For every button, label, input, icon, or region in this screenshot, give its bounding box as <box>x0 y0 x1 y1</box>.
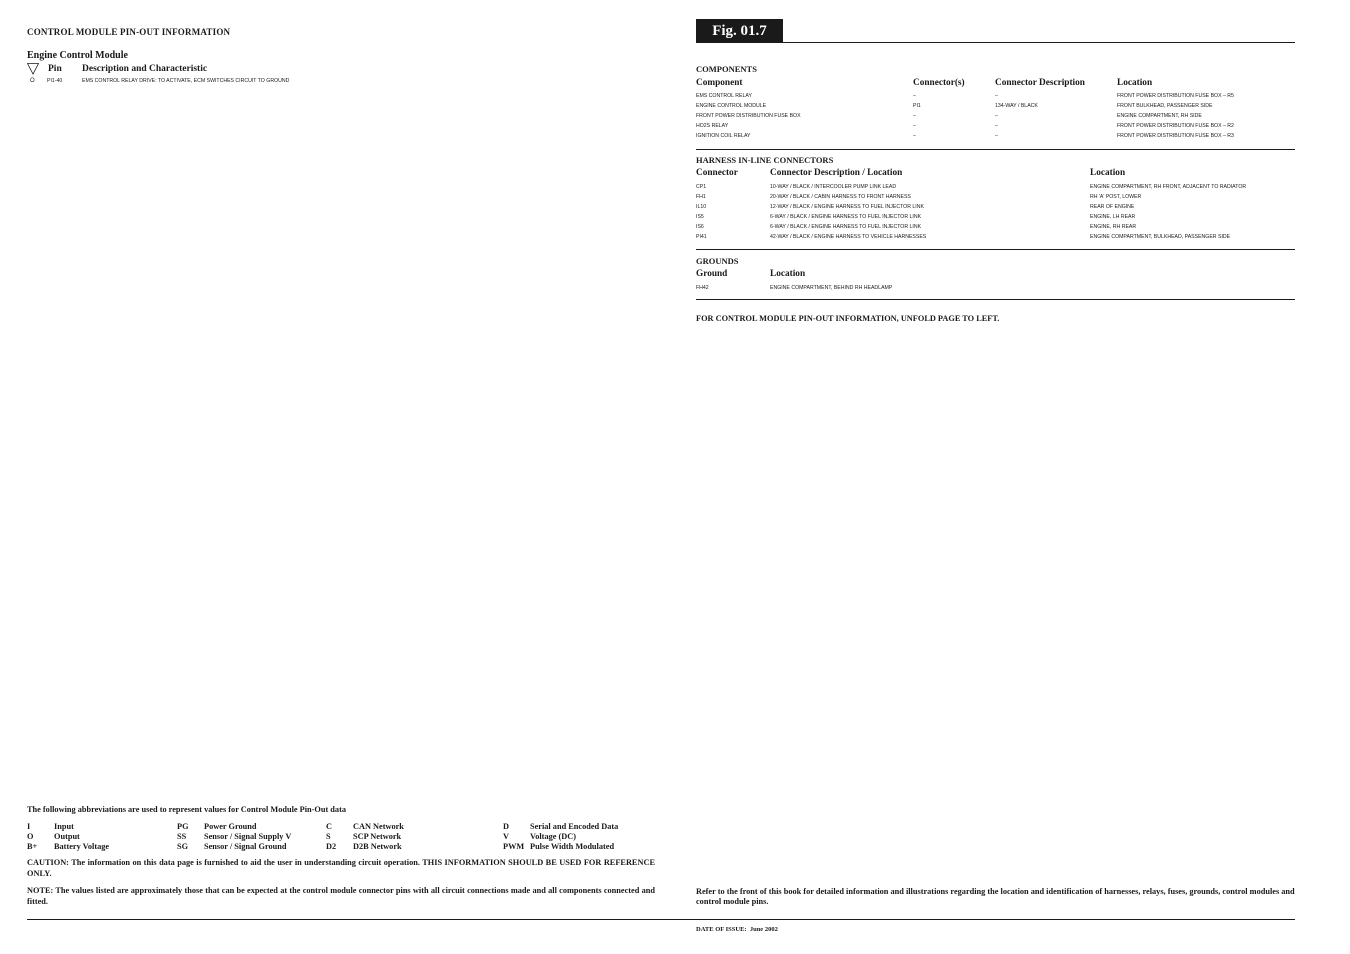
abbreviation-meaning: Power Ground <box>204 822 257 831</box>
abbreviation-code: I <box>27 822 31 831</box>
harness-description: 6-WAY / BLACK / ENGINE HARNESS TO FUEL INJECTOR LINK <box>770 214 922 221</box>
abbreviations-table <box>27 822 667 854</box>
connector-description-column-header: Connector Description <box>995 78 1085 88</box>
abbreviations-column <box>177 822 292 852</box>
component-connector-description: – <box>995 133 998 140</box>
table-row <box>696 131 1296 141</box>
component-location: FRONT POWER DISTRIBUTION FUSE BOX – R3 <box>1117 133 1234 140</box>
section-divider <box>696 249 1295 250</box>
ground-location-column-header: Location <box>770 269 806 279</box>
harness-location-column-header: Location <box>1090 168 1126 178</box>
grounds-table <box>696 283 1296 293</box>
component-connector-description: – <box>995 93 998 99</box>
abbreviation-code: D2 <box>326 842 337 851</box>
harness-connector: CP1 <box>696 184 707 190</box>
module-title: Engine Control Module <box>27 50 128 61</box>
abbreviation-code: C <box>326 822 332 831</box>
harness-connector: IS5 <box>696 214 704 221</box>
grounds-title: GROUNDS <box>696 256 739 266</box>
harness-connector: IL10 <box>696 204 707 211</box>
pin-description: EMS CONTROL RELAY DRIVE: TO ACTIVATE, ECM SWITCHES CIRCUIT TO GROUND <box>82 78 290 84</box>
component-name: ENGINE CONTROL MODULE <box>696 103 767 110</box>
table-row <box>696 232 1296 242</box>
abbreviation-meaning: Battery Voltage <box>54 842 110 851</box>
abbreviation-item <box>177 842 287 852</box>
abbreviation-item <box>326 822 404 832</box>
abbreviation-item <box>503 842 615 852</box>
component-name: FRONT POWER DISTRIBUTION FUSE BOX <box>696 113 801 120</box>
ground-id: FH42 <box>696 285 709 291</box>
connector-column-header: Connector <box>696 168 738 178</box>
refer-note: Refer to the front of this book for detailed information and illustrations regarding the location and identification of harnesses, relays, fuses, grounds, control modules and control module pins. <box>696 887 1295 906</box>
component-name: HO2S RELAY <box>696 123 729 130</box>
pin-row <box>27 77 647 87</box>
component-connectors: – <box>913 113 916 120</box>
harness-connector: PI41 <box>696 234 707 241</box>
ground-location: ENGINE COMPARTMENT, BEHIND RH HEADLAMP <box>770 285 893 291</box>
harness-description: 12-WAY / BLACK / ENGINE HARNESS TO FUEL INJECTOR LINK <box>770 204 924 211</box>
harness-description: 10-WAY / BLACK / INTERCOOLER PUMP LINK LEAD <box>770 184 897 190</box>
abbreviation-item <box>27 842 110 852</box>
abbreviation-code: PWM <box>503 842 525 851</box>
section-divider <box>696 149 1295 150</box>
table-row <box>696 101 1296 111</box>
harness-location: ENGINE, RH REAR <box>1090 224 1137 231</box>
harness-description: 42-WAY / BLACK / ENGINE HARNESS TO VEHICLE HARNESSES <box>770 234 927 241</box>
note-text: NOTE: The values listed are approximately those that can be expected at the control module connector pins with all circuit connections made and all components connected and fitted. <box>27 886 655 906</box>
abbreviation-code: O <box>27 832 34 841</box>
figure-label: Fig. 01.7 <box>696 19 783 43</box>
harness-location: REAR OF ENGINE <box>1090 204 1135 211</box>
harness-description: 6-WAY / BLACK / ENGINE HARNESS TO FUEL INJECTOR LINK <box>770 224 922 231</box>
section-divider <box>696 299 1295 300</box>
abbreviation-item <box>177 832 292 842</box>
table-row <box>696 202 1296 212</box>
date-value: June 2002 <box>749 926 778 933</box>
component-connector-description: – <box>995 123 998 130</box>
abbreviation-code: B+ <box>27 842 38 851</box>
header-rule <box>783 42 1295 43</box>
abbreviation-meaning: SCP Network <box>353 832 402 841</box>
table-row <box>696 222 1296 232</box>
abbreviation-meaning: D2B Network <box>353 842 402 851</box>
table-row <box>696 212 1296 222</box>
harness-location: RH 'A' POST, LOWER <box>1090 194 1142 201</box>
abbreviations-column <box>326 822 404 852</box>
component-connectors: – <box>913 93 916 99</box>
table-row <box>696 91 1296 101</box>
harness-description: 20-WAY / BLACK / CABIN HARNESS TO FRONT HARNESS <box>770 194 911 201</box>
abbreviations-column <box>503 822 619 852</box>
components-title: COMPONENTS <box>696 64 757 74</box>
ground-column-header: Ground <box>696 269 728 279</box>
abbreviation-item <box>27 832 80 842</box>
abbreviation-item <box>177 822 257 832</box>
connectors-column-header: Connector(s) <box>913 78 965 88</box>
harness-location: ENGINE COMPARTMENT, BULKHEAD, PASSENGER SIDE <box>1090 234 1231 241</box>
abbreviation-meaning: Serial and Encoded Data <box>530 822 619 831</box>
abbreviation-code: PG <box>177 822 189 831</box>
table-row <box>696 283 1296 293</box>
component-connectors: – <box>913 133 916 140</box>
abbreviation-code: SS <box>177 832 187 841</box>
pin-table-header <box>27 63 647 77</box>
table-row <box>696 111 1296 121</box>
abbreviation-meaning: Voltage (DC) <box>530 832 577 841</box>
pin-io-type: O <box>30 78 35 84</box>
abbreviation-meaning: Input <box>54 822 74 831</box>
pin-number: PI1-40 <box>47 78 63 84</box>
harness-location: ENGINE COMPARTMENT, RH FRONT, ADJACENT TO RADIATOR <box>1090 184 1247 190</box>
component-location: FRONT POWER DISTRIBUTION FUSE BOX – R5 <box>1117 93 1234 99</box>
abbreviation-item <box>326 832 402 842</box>
component-location: ENGINE COMPARTMENT, RH SIDE <box>1117 113 1202 120</box>
abbreviation-item <box>503 832 577 842</box>
date-label: DATE OF ISSUE: <box>696 926 747 933</box>
harness-table <box>696 182 1296 243</box>
table-row <box>696 121 1296 131</box>
location-column-header: Location <box>1117 78 1153 88</box>
left-page-title: CONTROL MODULE PIN-OUT INFORMATION <box>27 27 231 37</box>
components-table <box>696 91 1296 141</box>
table-row <box>696 182 1296 192</box>
harness-location: ENGINE, LH REAR <box>1090 214 1136 221</box>
component-connectors: PI1 <box>913 103 921 110</box>
abbreviation-item <box>503 822 619 832</box>
unfold-note: FOR CONTROL MODULE PIN-OUT INFORMATION, UNFOLD PAGE TO LEFT. <box>696 314 1000 323</box>
abbreviation-item <box>27 822 74 832</box>
table-row <box>696 192 1296 202</box>
harness-connector: FH1 <box>696 194 706 201</box>
component-column-header: Component <box>696 78 743 88</box>
component-name: IGNITION COIL RELAY <box>696 133 751 140</box>
abbreviation-code: D <box>503 822 509 831</box>
pin-column-header: Pin <box>48 64 62 74</box>
harness-connector: IS6 <box>696 224 704 231</box>
abbreviations-column <box>27 822 110 852</box>
abbreviation-meaning: Pulse Width Modulated <box>530 842 615 851</box>
triangle-down-icon <box>27 63 39 75</box>
date-of-issue <box>696 926 778 933</box>
abbreviation-meaning: Sensor / Signal Supply V <box>204 832 292 841</box>
bottom-rule <box>27 919 1295 920</box>
component-connector-description: 134-WAY / BLACK <box>995 103 1038 110</box>
component-location: FRONT POWER DISTRIBUTION FUSE BOX – R2 <box>1117 123 1234 130</box>
abbreviation-code: V <box>503 832 509 841</box>
abbreviation-item <box>326 842 402 852</box>
caution-text: CAUTION: The information on this data page is furnished to aid the user in understanding circuit operation. THIS INFORMATION SHOULD BE USED FOR REFERENCE ONLY. <box>27 858 655 878</box>
component-name: EMS CONTROL RELAY <box>696 93 752 99</box>
abbreviation-code: SG <box>177 842 189 851</box>
abbreviation-meaning: CAN Network <box>353 822 404 831</box>
harness-description-column-header: Connector Description / Location <box>770 168 903 178</box>
component-connectors: – <box>913 123 916 130</box>
abbreviation-code: S <box>326 832 331 841</box>
description-column-header: Description and Characteristic <box>82 64 208 74</box>
abbreviation-meaning: Sensor / Signal Ground <box>204 842 287 851</box>
component-connector-description: – <box>995 113 998 120</box>
abbreviations-intro: The following abbreviations are used to represent values for Control Module Pin-Out data <box>27 805 346 814</box>
component-location: FRONT BULKHEAD, PASSENGER SIDE <box>1117 103 1213 110</box>
abbreviation-meaning: Output <box>54 832 80 841</box>
harness-title: HARNESS IN-LINE CONNECTORS <box>696 155 834 165</box>
